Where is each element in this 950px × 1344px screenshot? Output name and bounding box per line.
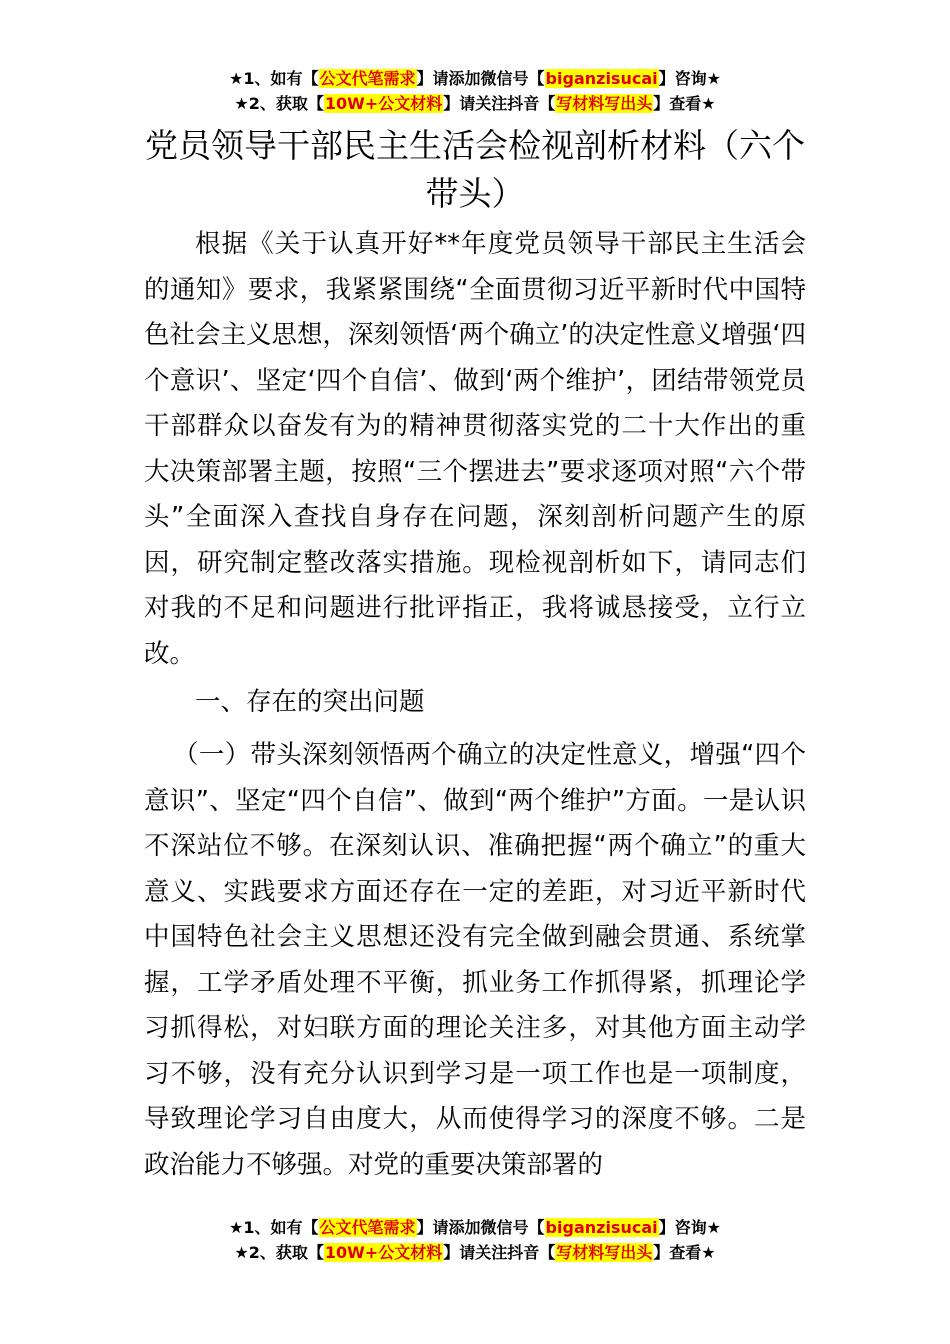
header-banner — [0, 66, 950, 116]
banner-highlight: biganzisucai — [545, 1218, 658, 1237]
banner-text: 】咨询★ — [658, 1218, 721, 1237]
banner-text: 】请关注抖音【 — [443, 94, 556, 113]
banner-line-2 — [0, 91, 950, 116]
intro-paragraph: 根据《关于认真开好**年度党员领导干部民主生活会的通知》要求，我紧紧围绕“全面贯彻习近平新时代中国特色社会主义思想，深刻领悟‘两个确立’的决定性意义增强‘四个意识’、坚定‘四个自信’、做到‘两个维护’，团结带领党员干部群众以奋发有为的精神贯彻落实党的二十大作出的重大决策部署主题，按照“三个摆进去”要求逐项对照“六个带头”全面深入查找自身存在问题，深刻剖析问题产生的原因，研究制定整改落实措施。现检视剖析如下，请同志们对我的不足和问题进行批评指正，我将诚恳接受，立行立改。 — [144, 229, 806, 669]
banner-line-2 — [0, 1240, 950, 1265]
banner-line-1 — [0, 66, 950, 91]
banner-highlight: 公文代笔需求 — [319, 69, 416, 88]
banner-highlight: 10W+公文材料 — [324, 94, 443, 113]
banner-text: ★2、获取【 — [234, 94, 324, 113]
banner-highlight: 写材料写出头 — [556, 1243, 653, 1262]
document-title: 党员领导干部民主生活会检视剖析材料（六个带头） — [145, 126, 805, 213]
banner-text: 】查看★ — [653, 94, 716, 113]
banner-text: ★1、如有【 — [229, 69, 319, 88]
banner-text: 】咨询★ — [658, 69, 721, 88]
banner-text: 】请添加微信号【 — [416, 69, 545, 88]
banner-text: 】请添加微信号【 — [416, 1218, 545, 1237]
banner-text: ★2、获取【 — [234, 1243, 324, 1262]
banner-highlight: 10W+公文材料 — [324, 1243, 443, 1262]
footer-banner — [0, 1215, 950, 1265]
banner-text: 】请关注抖音【 — [443, 1243, 556, 1262]
section-heading: 一、存在的突出问题 — [195, 687, 425, 717]
section-paragraph: （一）带头深刻领悟两个确立的决定性意义，增强“四个意识”、坚定“四个自信”、做到“两个维护”方面。一是认识不深站位不够。在深刻认识、准确把握“两个确立”的重大意义、实践要求方面还存在一定的差距，对习近平新时代中国特色社会主义思想还没有完全做到融会贯通、系统掌握，工学矛盾处理不平衡，抓业务工作抓得紧，抓理论学习抓得松，对妇联方面的理论关注多，对其他方面主动学习不够，没有充分认识到学习是一项工作也是一项制度，导致理论学习自由度大，从而使得学习的深度不够。二是政治能力不够强。对党的重要决策部署的 — [144, 740, 806, 1180]
banner-text: 】查看★ — [653, 1243, 716, 1262]
banner-highlight: 写材料写出头 — [556, 94, 653, 113]
banner-line-1 — [0, 1215, 950, 1240]
banner-highlight: biganzisucai — [545, 69, 658, 88]
banner-highlight: 公文代笔需求 — [319, 1218, 416, 1237]
banner-text: ★1、如有【 — [229, 1218, 319, 1237]
